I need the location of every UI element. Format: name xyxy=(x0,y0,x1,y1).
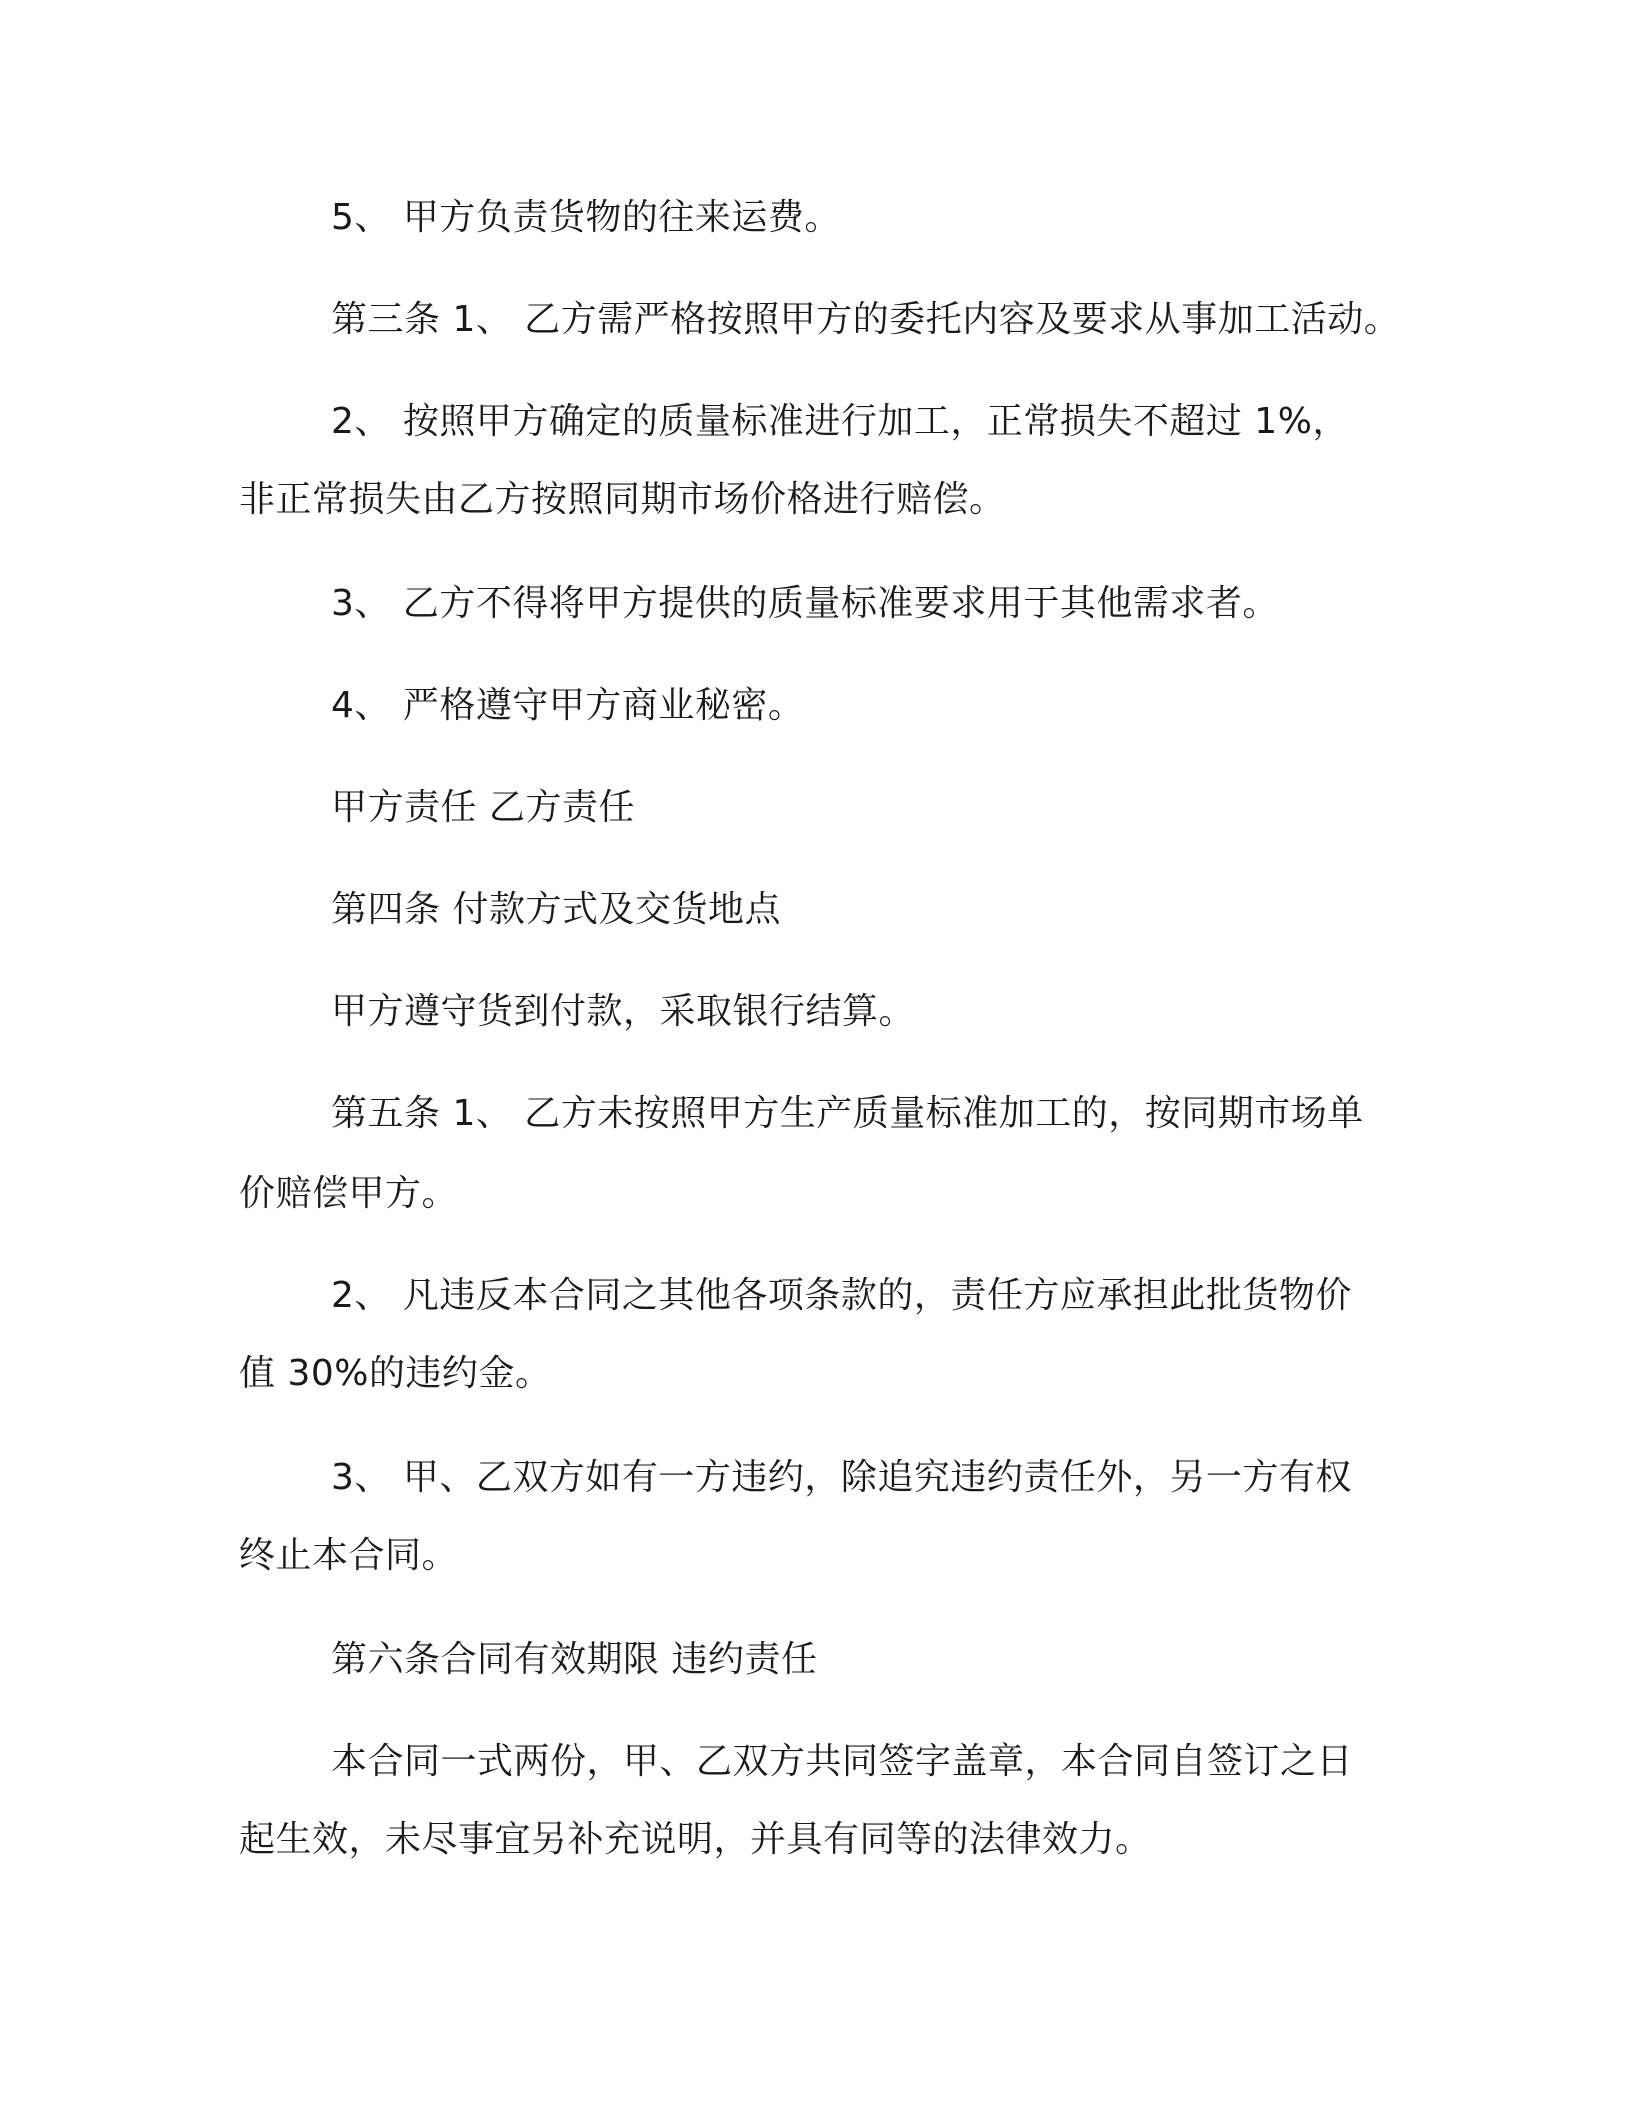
paragraph-line: 第四条 付款方式及交货地点 xyxy=(331,889,781,930)
paragraph-line: 价赔偿甲方。 xyxy=(239,1173,459,1214)
paragraph-line: 终止本合同。 xyxy=(239,1535,459,1576)
paragraph-line: 甲方遵守货到付款，采取银行结算。 xyxy=(331,991,916,1032)
paragraph-line: 5、 甲方负责货物的往来运费。 xyxy=(331,197,841,238)
paragraph-line: 第六条合同有效期限 违约责任 xyxy=(331,1639,818,1680)
paragraph-line: 第三条 1、 乙方需严格按照甲方的委托内容及要求从事加工活动。 xyxy=(331,299,1401,340)
paragraph-line: 非正常损失由乙方按照同期市场价格进行赔偿。 xyxy=(239,479,1006,520)
paragraph-line: 4、 严格遵守甲方商业秘密。 xyxy=(331,685,805,726)
paragraph-line: 值 30%的违约金。 xyxy=(239,1353,552,1394)
paragraph-line: 3、 乙方不得将甲方提供的质量标准要求用于其他需求者。 xyxy=(331,583,1279,624)
paragraph-line: 3、 甲、乙双方如有一方违约，除追究违约责任外，另一方有权 xyxy=(331,1457,1352,1498)
paragraph-line: 2、 凡违反本合同之其他各项条款的，责任方应承担此批货物价 xyxy=(331,1275,1352,1316)
paragraph-line: 第五条 1、 乙方未按照甲方生产质量标准加工的，按同期市场单 xyxy=(331,1093,1364,1134)
paragraph-line: 甲方责任 乙方责任 xyxy=(331,787,635,828)
paragraph-line: 起生效，未尽事宜另补充说明，并具有同等的法律效力。 xyxy=(239,1819,1152,1860)
paragraph-line: 2、 按照甲方确定的质量标准进行加工，正常损失不超过 1%， xyxy=(331,401,1349,442)
paragraph-line: 本合同一式两份，甲、乙双方共同签字盖章，本合同自签订之日 xyxy=(331,1741,1354,1782)
